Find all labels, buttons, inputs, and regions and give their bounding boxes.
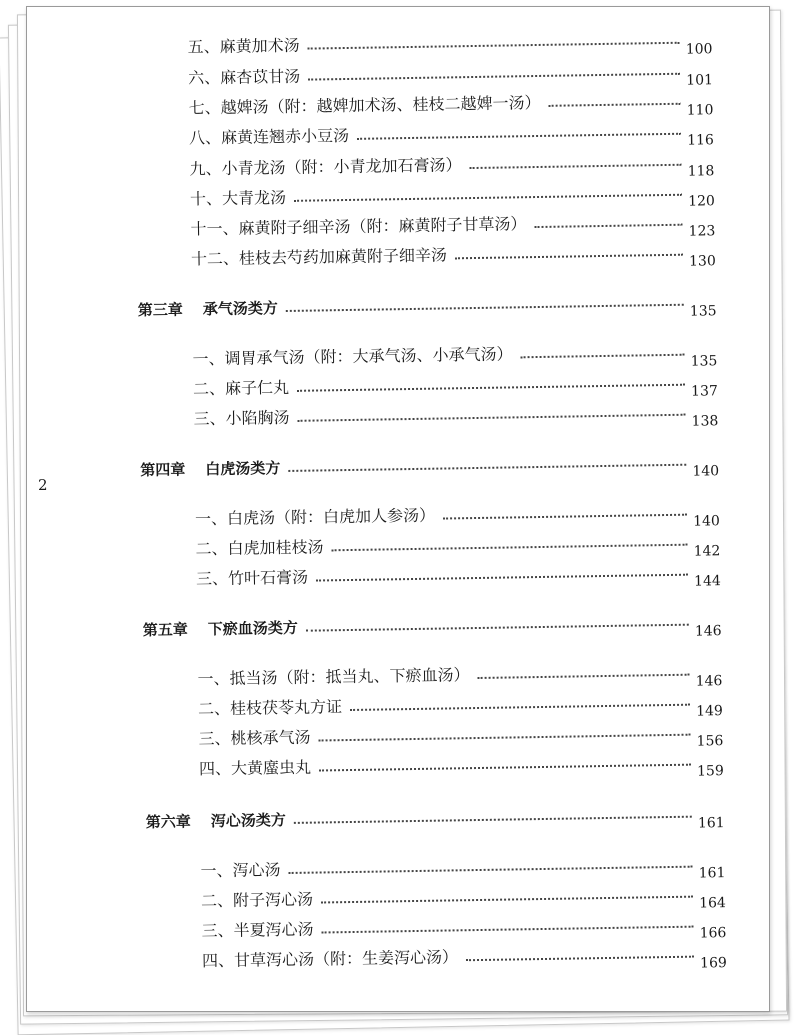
dot-leader (478, 672, 690, 679)
toc-entry (188, 58, 720, 90)
toc-chapter-title (138, 296, 278, 322)
dot-leader (319, 762, 691, 772)
dot-leader (297, 382, 685, 392)
dot-leader (350, 702, 690, 711)
toc-chapter (140, 449, 726, 482)
toc-page-number: 161 (698, 865, 726, 882)
toc-chapter-title (140, 456, 280, 482)
toc-entry-label: 一、调胃承气汤（附：大承气汤、小承气汤） (192, 344, 513, 369)
toc-entry (190, 179, 722, 211)
dot-leader (322, 924, 694, 934)
dot-leader (316, 572, 688, 582)
toc-entry (192, 339, 724, 371)
toc-chapter-number: 第六章 (145, 812, 191, 832)
toc-chapter-number: 第四章 (140, 460, 186, 480)
toc-entry-label: 三、桃核承气汤 (198, 727, 311, 749)
toc-entry-label: 四、大黄䗪虫丸 (198, 757, 312, 779)
dot-leader (321, 894, 693, 904)
toc-entry (193, 399, 725, 431)
table-of-contents (27, 0, 785, 1011)
toc-entry-label: 二、附子泻心汤 (200, 889, 314, 911)
dot-leader (289, 462, 687, 472)
toc-entry (195, 529, 727, 561)
toc-entry (201, 881, 733, 913)
toc-page-number: 110 (686, 102, 714, 119)
toc-entry (200, 851, 732, 883)
toc-page-number: 137 (690, 383, 718, 400)
toc-entry-label: 四、甘草泻心汤（附：生姜泻心汤） (201, 947, 459, 971)
toc-entry (187, 27, 719, 59)
toc-page-number: 118 (687, 163, 715, 180)
toc-page-number: 123 (688, 223, 716, 240)
toc-page-number: 146 (694, 623, 722, 640)
toc-entry-label: 十一、麻黄附子细辛汤（附：麻黄附子甘草汤） (190, 214, 527, 239)
toc-page-number: 130 (688, 253, 716, 270)
dot-leader (357, 131, 681, 140)
toc-entry-label: 八、麻黄连翘赤小豆汤 (188, 125, 350, 148)
toc-chapter (146, 801, 732, 834)
dot-leader (319, 732, 691, 742)
toc-entry (191, 239, 723, 271)
toc-entry (195, 499, 727, 531)
toc-entry-label: 九、小青龙汤（附：小青龙加石膏汤） (189, 155, 462, 179)
toc-page-number: 135 (690, 353, 718, 370)
toc-chapter-name: 泻心汤类方 (210, 811, 286, 831)
toc-chapter-title (143, 616, 298, 642)
toc-page-number: 140 (692, 463, 720, 480)
toc-page-number: 140 (693, 513, 721, 530)
toc-entry-label: 二、桂枝茯苓丸方证 (197, 697, 343, 719)
toc-entry-label: 十、大青龙汤 (189, 187, 287, 209)
toc-entry (190, 209, 722, 241)
toc-entry-label: 二、麻子仁丸 (192, 377, 290, 399)
dot-leader (455, 252, 683, 260)
toc-page-number: 161 (697, 815, 725, 832)
dot-leader (535, 222, 683, 228)
dot-leader (470, 162, 682, 169)
toc-page-number: 101 (686, 72, 714, 89)
dot-leader (332, 542, 688, 552)
toc-page-number: 169 (699, 955, 727, 972)
dot-leader (294, 814, 692, 824)
toc-entry-label: 一、泻心汤 (200, 860, 281, 881)
toc-chapter-name: 白虎汤类方 (205, 459, 281, 479)
dot-leader (289, 864, 693, 874)
toc-entry-label: 一、抵当汤（附：抵当丸、下瘀血汤） (197, 665, 470, 689)
dot-leader (308, 40, 680, 50)
toc-page-number: 164 (699, 895, 727, 912)
dot-leader (294, 192, 682, 202)
toc-page (26, 6, 770, 1012)
toc-page-number: 146 (695, 673, 723, 690)
toc-entry-label: 七、越婢汤（附：越婢加术汤、桂枝二越婢一汤） (188, 92, 541, 118)
toc-entry-label: 六、麻杏苡甘汤 (187, 66, 301, 88)
toc-chapter-title (146, 808, 286, 834)
dot-leader (306, 622, 689, 632)
toc-page-number: 166 (699, 925, 727, 942)
toc-chapter-name: 下瘀血汤类方 (207, 618, 298, 639)
toc-chapter-number: 第三章 (137, 300, 183, 320)
dot-leader (443, 512, 687, 520)
toc-entry-label: 三、竹叶石膏汤 (195, 567, 309, 589)
dot-leader (521, 352, 685, 359)
toc-entry (199, 749, 731, 781)
toc-entry (196, 559, 728, 591)
toc-entry-label: 一、白虎汤（附：白虎加人参汤） (194, 505, 436, 529)
toc-chapter-name: 承气汤类方 (202, 299, 278, 319)
toc-entry-label: 三、小陷胸汤 (193, 407, 290, 429)
toc-page-number: 144 (693, 573, 721, 590)
toc-page-number: 100 (685, 41, 713, 58)
dot-leader (309, 71, 681, 81)
toc-page-number: 120 (688, 193, 715, 210)
dot-leader (466, 954, 694, 962)
toc-entry (201, 911, 733, 943)
dot-leader (286, 302, 684, 312)
dot-leader (549, 101, 681, 107)
page-number: 2 (38, 476, 48, 494)
toc-entry (189, 149, 721, 181)
toc-page-number: 156 (696, 733, 724, 750)
toc-entry (202, 941, 734, 973)
dot-leader (298, 412, 686, 422)
toc-page-number: 116 (687, 132, 715, 149)
toc-page-number: 159 (696, 763, 724, 780)
toc-page-number: 149 (696, 703, 724, 720)
toc-chapter-number: 第五章 (142, 620, 188, 640)
toc-entry-label: 十二、桂枝去芍药加麻黄附子细辛汤 (190, 245, 448, 269)
toc-entry (188, 88, 720, 120)
toc-entry (198, 719, 730, 751)
toc-entry (189, 118, 721, 150)
toc-entry-label: 三、半夏泻心汤 (201, 919, 314, 941)
toc-entry (198, 689, 730, 721)
toc-chapter (138, 289, 724, 322)
toc-chapter (143, 609, 729, 642)
toc-entry (197, 659, 729, 691)
toc-entry-label: 五、麻黄加术汤 (187, 35, 300, 57)
toc-page-number: 138 (691, 413, 719, 430)
toc-page-number: 135 (689, 303, 717, 320)
toc-page-number: 142 (693, 543, 721, 560)
toc-entry (193, 369, 725, 401)
toc-entry-label: 二、白虎加桂枝汤 (195, 537, 324, 559)
